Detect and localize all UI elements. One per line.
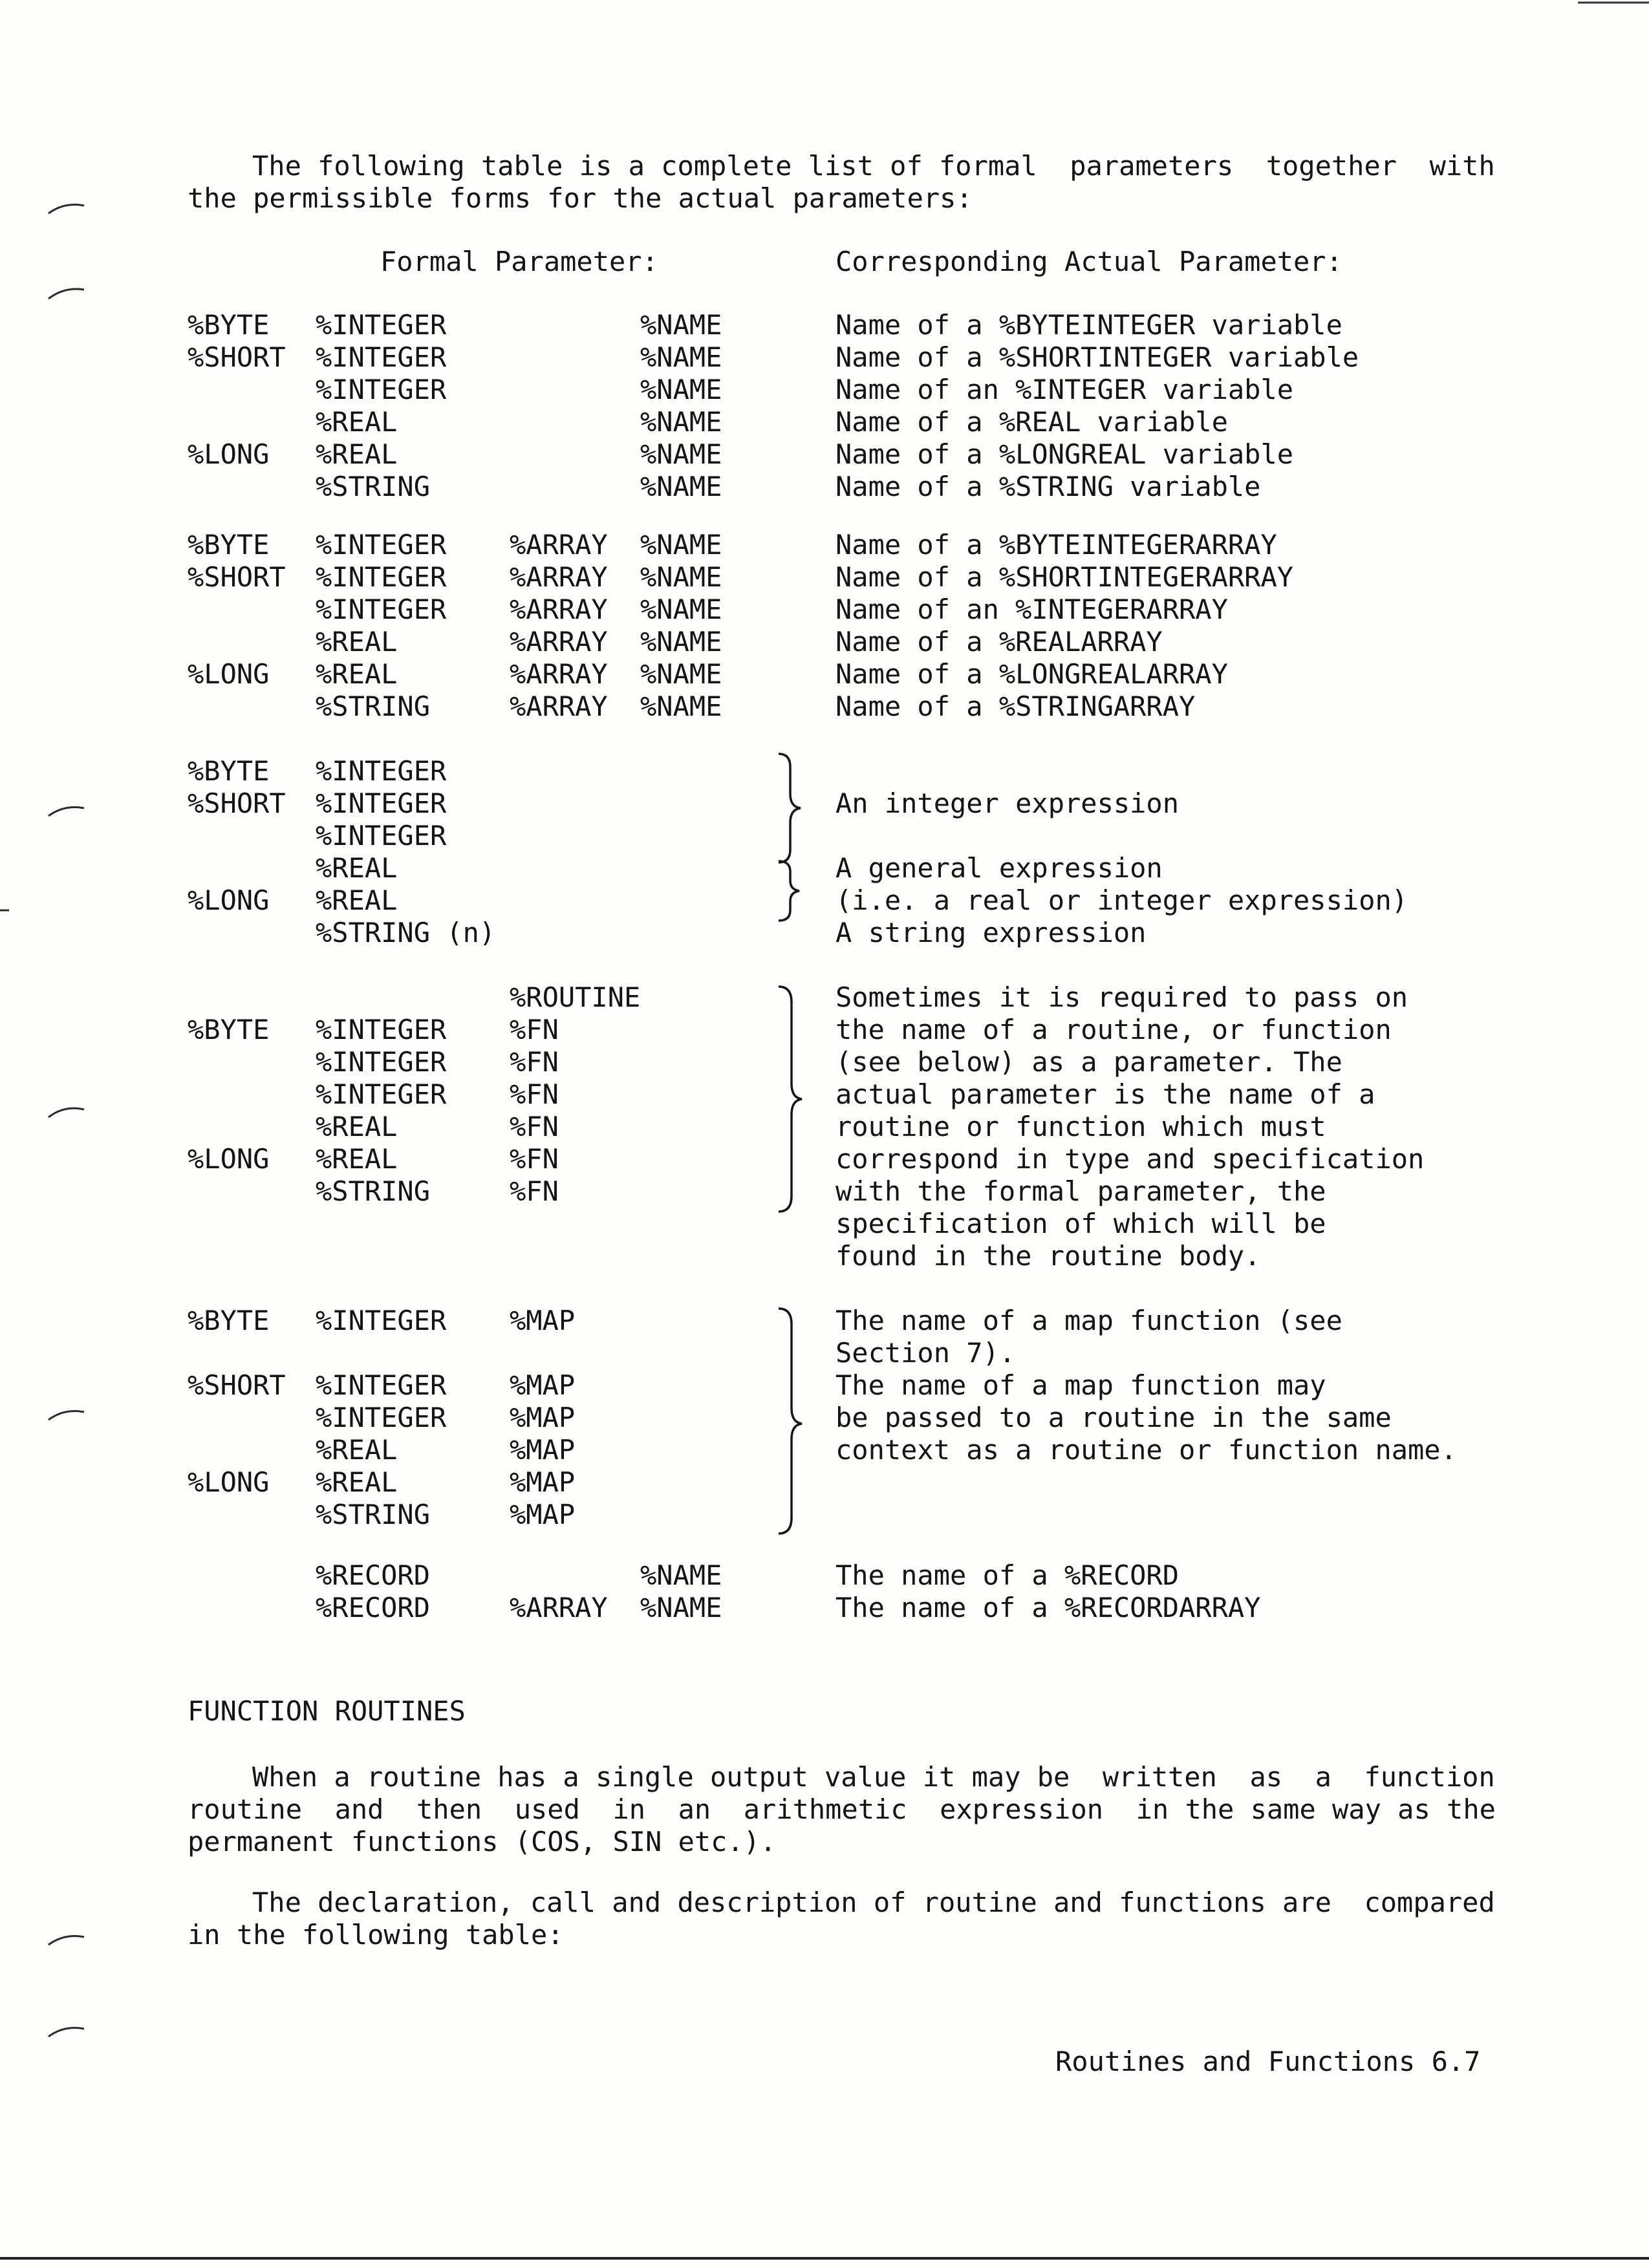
formal-name: %NAME xyxy=(640,438,722,470)
formal-type: %REAL xyxy=(316,406,398,438)
formal-type: %INTEGER xyxy=(316,1046,447,1078)
actual-parameter: Name of a %SHORTINTEGERARRAY xyxy=(835,561,1294,593)
actual-parameter: An integer expression xyxy=(835,787,1180,819)
scan-edge-bottom xyxy=(0,2255,1649,2262)
formal-name: %NAME xyxy=(640,658,722,690)
formal-type: %RECORD xyxy=(316,1592,431,1623)
page-footer: Routines and Functions 6.7 xyxy=(1055,2046,1481,2077)
formal-kind: %MAP xyxy=(510,1369,576,1401)
actual-parameter: Name of a %REALARRAY xyxy=(835,626,1163,658)
formal-prefix: %SHORT xyxy=(188,787,286,819)
actual-parameter: Name of a %LONGREALARRAY xyxy=(835,658,1228,690)
actual-parameter: A general expression xyxy=(835,852,1163,884)
actual-parameter: Name of a %REAL variable xyxy=(835,406,1228,438)
formal-kind: %MAP xyxy=(510,1499,576,1530)
formal-type: %INTEGER xyxy=(316,787,447,819)
formal-prefix: %BYTE xyxy=(188,755,270,787)
formal-kind: %ARRAY xyxy=(510,529,608,561)
formal-name: %NAME xyxy=(640,374,722,405)
formal-type: %INTEGER xyxy=(316,755,447,787)
formal-type: %INTEGER xyxy=(316,1305,447,1336)
actual-parameter: Name of an %INTEGER variable xyxy=(835,374,1294,405)
formal-type: %REAL xyxy=(316,1143,398,1175)
formal-prefix: %LONG xyxy=(188,1143,270,1175)
actual-parameter: (see below) as a parameter. The xyxy=(835,1046,1342,1078)
brace-map-function xyxy=(773,1305,812,1537)
formal-type: %REAL xyxy=(316,658,398,690)
actual-parameter: Name of a %BYTEINTEGER variable xyxy=(835,309,1342,341)
actual-parameter: found in the routine body. xyxy=(835,1240,1261,1272)
formal-type: %STRING xyxy=(316,690,431,722)
formal-type: %INTEGER xyxy=(316,374,447,405)
paragraph-line: The declaration, call and description of routine and functions are compared xyxy=(252,1887,1495,1918)
formal-type: %REAL xyxy=(316,626,398,658)
formal-name: %NAME xyxy=(640,561,722,593)
actual-parameter: Name of an %INTEGERARRAY xyxy=(835,594,1228,625)
scan-edge-top-right xyxy=(1578,0,1649,6)
formal-type: %REAL xyxy=(316,1111,398,1142)
formal-prefix: %SHORT xyxy=(188,1369,286,1401)
formal-type: %REAL xyxy=(316,852,398,884)
intro-line: The following table is a complete list of formal parameters together with xyxy=(252,150,1495,182)
formal-kind: %FN xyxy=(510,1143,559,1175)
formal-prefix: %SHORT xyxy=(188,561,286,593)
actual-parameter: The name of a %RECORD xyxy=(835,1559,1180,1591)
actual-parameter: Name of a %LONGREAL variable xyxy=(835,438,1294,470)
actual-parameter: Name of a %SHORTINTEGER variable xyxy=(835,341,1359,373)
formal-name: %NAME xyxy=(640,341,722,373)
punch-hole-marks xyxy=(0,0,91,2268)
formal-name: %NAME xyxy=(640,690,722,722)
actual-parameter: The name of a %RECORDARRAY xyxy=(835,1592,1261,1623)
formal-name: %NAME xyxy=(640,594,722,625)
actual-parameter: A string expression xyxy=(835,917,1147,948)
formal-name: %NAME xyxy=(640,471,722,502)
actual-parameter: correspond in type and specification xyxy=(835,1143,1425,1175)
formal-prefix: %BYTE xyxy=(188,309,270,341)
paragraph-line: permanent functions (COS, SIN etc.). xyxy=(188,1826,777,1857)
formal-type: %REAL xyxy=(316,1434,398,1466)
formal-name: %NAME xyxy=(640,626,722,658)
formal-type: %REAL xyxy=(316,1466,398,1498)
actual-parameter: Name of a %STRING variable xyxy=(835,471,1261,502)
formal-type: %STRING xyxy=(316,1499,431,1530)
formal-type: %INTEGER xyxy=(316,529,447,561)
actual-parameter: specification of which will be xyxy=(835,1208,1326,1239)
formal-kind: %ARRAY xyxy=(510,561,608,593)
actual-parameter: The name of a map function may xyxy=(835,1369,1326,1401)
formal-kind: %ARRAY xyxy=(510,658,608,690)
actual-parameter: be passed to a routine in the same xyxy=(835,1402,1392,1433)
actual-parameter: Name of a %BYTEINTEGERARRAY xyxy=(835,529,1277,561)
formal-type: %INTEGER xyxy=(316,594,447,625)
paragraph-line: When a routine has a single output value it may be written as a function xyxy=(252,1761,1495,1793)
formal-kind: %MAP xyxy=(510,1402,576,1433)
formal-prefix: %LONG xyxy=(188,438,270,470)
formal-name: %NAME xyxy=(640,309,722,341)
actual-parameter: context as a routine or function name. xyxy=(835,1434,1457,1466)
formal-kind: %FN xyxy=(510,1046,559,1078)
formal-prefix: %LONG xyxy=(188,658,270,690)
function-routines-paragraph xyxy=(188,1761,1496,1858)
actual-parameter: Sometimes it is required to pass on xyxy=(835,981,1408,1013)
formal-type: %RECORD xyxy=(316,1559,431,1591)
formal-type: %INTEGER xyxy=(316,1402,447,1433)
formal-kind: %ARRAY xyxy=(510,626,608,658)
formal-type: %STRING (n) xyxy=(316,917,496,948)
actual-parameter: routine or function which must xyxy=(835,1111,1326,1142)
actual-parameter: Section 7). xyxy=(835,1337,1016,1369)
formal-prefix: %BYTE xyxy=(188,529,270,561)
intro-line: the permissible forms for the actual parameters: xyxy=(188,182,973,214)
actual-parameter-header: Corresponding Actual Parameter: xyxy=(835,246,1342,277)
brace-integer-expression xyxy=(773,750,812,866)
formal-type: %REAL xyxy=(316,438,398,470)
paragraph-line: routine and then used in an arithmetic expression in the same way as the xyxy=(188,1793,1496,1825)
brace-general-expression xyxy=(773,859,812,923)
formal-kind: %MAP xyxy=(510,1466,576,1498)
formal-prefix: %LONG xyxy=(188,1466,270,1498)
formal-kind: %FN xyxy=(510,1078,559,1110)
brace-routine-function xyxy=(773,983,812,1215)
formal-type: %INTEGER xyxy=(316,561,447,593)
formal-name: %NAME xyxy=(640,529,722,561)
formal-type: %INTEGER xyxy=(316,309,447,341)
actual-parameter: (i.e. a real or integer expression) xyxy=(835,884,1408,916)
formal-kind: %MAP xyxy=(510,1434,576,1466)
formal-type: %REAL xyxy=(316,884,398,916)
formal-kind: %ARRAY xyxy=(510,690,608,722)
formal-name: %NAME xyxy=(640,1592,722,1623)
formal-type: %STRING xyxy=(316,471,431,502)
formal-prefix: %BYTE xyxy=(188,1305,270,1336)
formal-type: %INTEGER xyxy=(316,1078,447,1110)
formal-type: %INTEGER xyxy=(316,820,447,851)
paragraph-line: in the following table: xyxy=(188,1919,564,1951)
actual-parameter: with the formal parameter, the xyxy=(835,1175,1326,1207)
formal-type: %INTEGER xyxy=(316,1369,447,1401)
intro-paragraph xyxy=(188,150,1495,215)
formal-parameter-header: Formal Parameter: xyxy=(380,246,658,277)
formal-name: %NAME xyxy=(640,406,722,438)
actual-parameter: actual parameter is the name of a xyxy=(835,1078,1375,1110)
formal-kind: %FN xyxy=(510,1111,559,1142)
formal-type: %INTEGER xyxy=(316,1014,447,1045)
formal-kind: %ARRAY xyxy=(510,594,608,625)
section-heading: FUNCTION ROUTINES xyxy=(188,1695,466,1727)
formal-kind: %MAP xyxy=(510,1305,576,1336)
formal-name: %NAME xyxy=(640,1559,722,1591)
formal-prefix: %LONG xyxy=(188,884,270,916)
formal-kind: %FN xyxy=(510,1175,559,1207)
formal-kind: %ARRAY xyxy=(510,1592,608,1623)
formal-type: %INTEGER xyxy=(316,341,447,373)
actual-parameter: Name of a %STRINGARRAY xyxy=(835,690,1196,722)
formal-prefix: %SHORT xyxy=(188,341,286,373)
formal-prefix: %BYTE xyxy=(188,1014,270,1045)
formal-kind: %FN xyxy=(510,1014,559,1045)
actual-parameter: The name of a map function (see xyxy=(835,1305,1342,1336)
actual-parameter: the name of a routine, or function xyxy=(835,1014,1392,1045)
formal-kind: %ROUTINE xyxy=(510,981,641,1013)
comparison-paragraph xyxy=(188,1887,1495,1951)
formal-type: %STRING xyxy=(316,1175,431,1207)
